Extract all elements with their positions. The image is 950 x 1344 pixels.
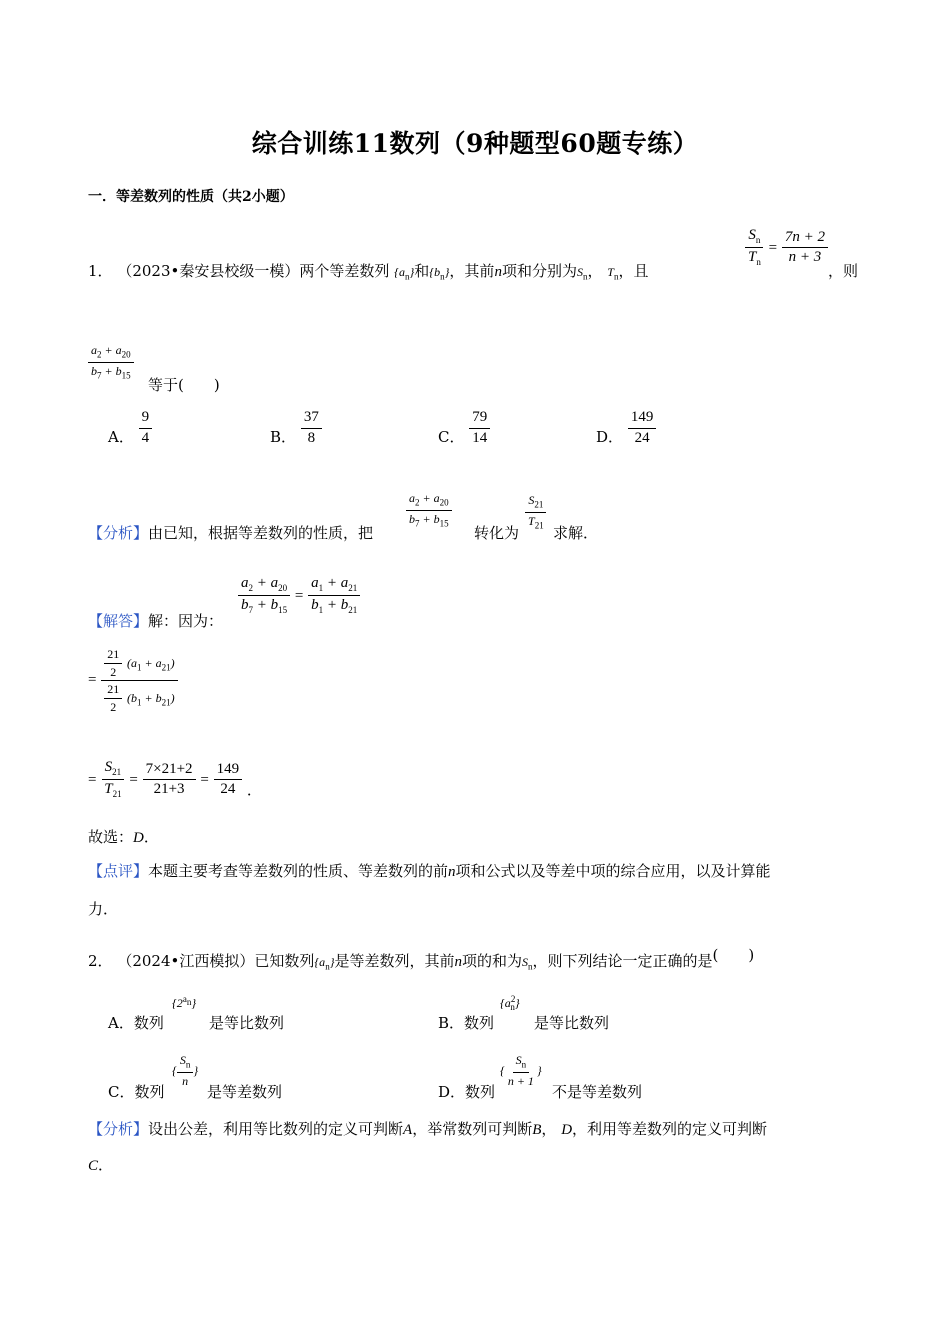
analysis-tag: 【分析】 (88, 524, 149, 542)
solution-tag: 【解答】 (88, 612, 149, 630)
solution-step-2: = $\frac{21}{2}$ $(a_1 + a_{21})$ $\frac{21}{2}$ $(b_1 + b_{21})$ (88, 648, 178, 713)
answer-blank: ( ) (178, 376, 220, 394)
analysis-tag: 【分析】 (88, 1120, 149, 1138)
sequence-a-n: $\{a_n\}$ (394, 265, 415, 282)
option-a[interactable]: A． $\frac{9}{4}$ (108, 418, 152, 455)
question-number: 1． (88, 262, 113, 280)
solution-step-3: = $\frac{S_{21}}{T_{21}}$ = $\frac{7\times 21+2}{21+3}$ = $\frac{149}{24}$ ． (88, 759, 262, 800)
solution-step-1: $\frac{a_2 + a_{20}}{b_7 + b_{15}}$ = $\frac{a_1 + a_{21}}{b_1 + b_{21}}$ (238, 576, 360, 616)
question-source: （2024•江西模拟） (117, 952, 255, 970)
chosen-answer: 故选：D． (88, 828, 159, 846)
analysis-1-text: 【分析】由已知，根据等差数列的性质，把 (88, 524, 374, 542)
option-d[interactable]: D．数列 (438, 1083, 496, 1101)
comment-tag: 【点评】 (88, 862, 149, 880)
option-a[interactable]: A．数列 (108, 1014, 164, 1032)
question-number: 2． (88, 952, 113, 970)
comment-1-text: 【点评】本题主要考查等差数列的性质、等差数列的前n项和公式以及等差中项的综合应用，以及计算能 (88, 862, 771, 880)
option-b[interactable]: B． $\frac{37}{8}$ (270, 418, 322, 455)
section-heading: 一．等差数列的性质（共2小题） (88, 189, 294, 205)
sequence-b-n: $\{b_n\}$ (429, 265, 450, 282)
question-1-expression: $\frac{a_2 + a_{20}}{b_7 + b_{15}}$ (88, 344, 134, 381)
analysis-2-text: 【分析】设出公差，利用等比数列的定义可判断A，举常数列可判断B， D，利用等差数列的定义可判断 (88, 1120, 768, 1138)
answer-blank: ( ) (712, 946, 755, 964)
question-1-stem: 1． （2023•秦安县校级一模）两个等差数列 $\{a_n\}$和$\{b_n\}$，其前n项和分别为$S_n$， $T_n$，且 (88, 262, 649, 282)
then-text: ，则 (828, 262, 859, 280)
option-c[interactable]: C． $\frac{79}{14}$ (438, 418, 490, 455)
page-title: 综合训练11数列（9种题型60题专练） (251, 129, 699, 158)
question-2-stem: 2． （2024•江西模拟）已知数列$\{a_n\}$是等差数列，其前n项的和为$S_n$，则下列结论一定正确的是( ) (88, 946, 755, 972)
question-source: （2023•秦安县校级一模） (117, 262, 300, 280)
solution-1-text: 【解答】解：因为： (88, 612, 224, 630)
option-b[interactable]: B．数列 (438, 1014, 495, 1032)
option-d[interactable]: D． $\frac{149}{24}$ (596, 418, 656, 455)
option-c[interactable]: C．数列 (108, 1083, 165, 1101)
ratio-formula: $\frac{S_n}{T_n}$ = $\frac{7n + 2}{n + 3}$ (745, 228, 828, 268)
